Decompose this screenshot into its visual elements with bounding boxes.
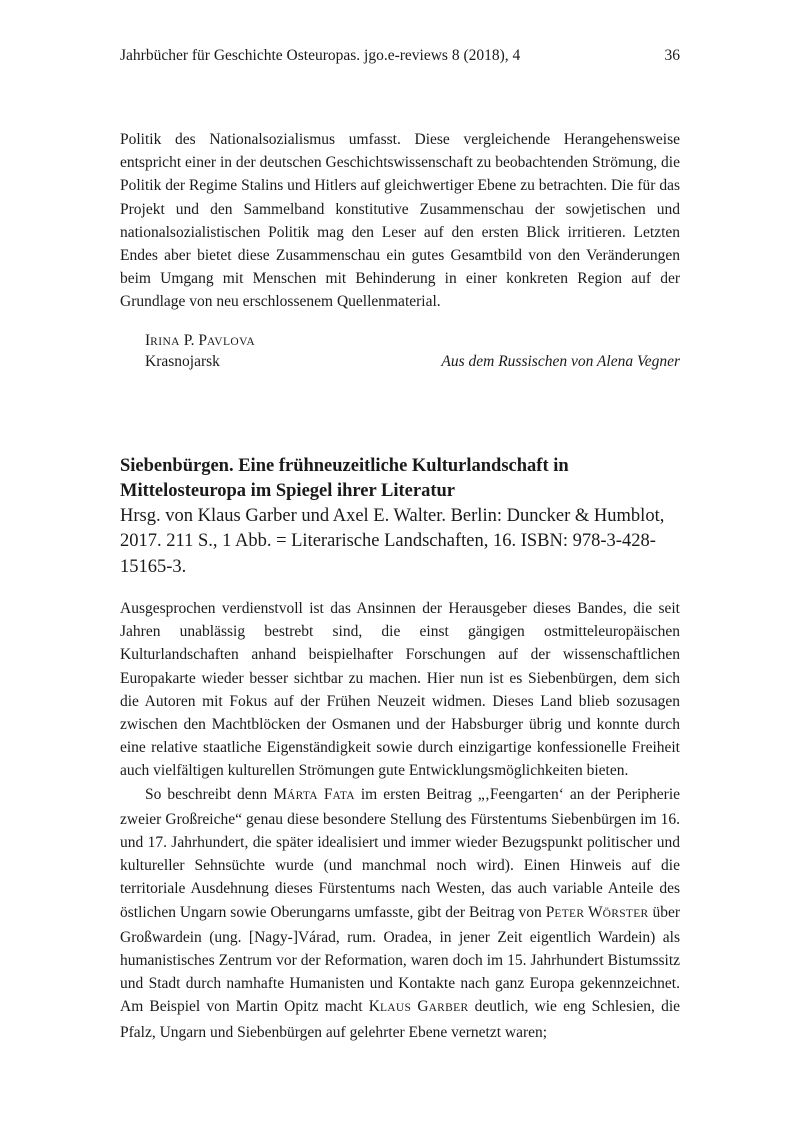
- reviewer-name-initial: I: [145, 332, 151, 349]
- reviewer-city: Krasnojarsk: [145, 353, 220, 370]
- review-title: Siebenbürgen. Eine frühneuzeitliche Kulturlandschaft in Mittelosteuropa im Spiegel ihrer Literatur: [120, 456, 569, 501]
- author-name: G: [417, 998, 429, 1016]
- journal-citation: Jahrbücher für Geschichte Osteuropas. jgo.e-reviews 8 (2018), 4: [120, 47, 521, 64]
- author-name-smallcaps: LAUS: [379, 1002, 412, 1015]
- body-text: über Großwardein (ung. [Nagy-]Várad, rum. Oradea, in jener Zeit eigentlich Wardein) als humanistisches Zentrum vor der Reformation, waren doch im 15. Jahrhundert Bistumssitz und Stadt durch namhafte Humanisten und Kontakte nach ganz Europa gekennzeichnet. Am Beispiel von Martin Opitz macht: [120, 903, 680, 1016]
- author-name-smallcaps: ETER: [554, 907, 585, 920]
- translator-note: Aus dem Russischen von Alena Vegner: [441, 353, 680, 370]
- author-name-smallcaps: ÖRSTER: [602, 907, 649, 920]
- body-text: deutlich, wie eng Schlesien, die Pfalz, Ungarn und Siebenbürgen auf gelehrter Ebene vernetzt waren;: [120, 998, 681, 1041]
- body-paragraph-2: [120, 783, 680, 1044]
- review-body: [120, 597, 680, 1044]
- reviewer-name-smallcaps: RINA: [150, 336, 180, 348]
- body-text: So beschreibt denn: [145, 785, 274, 803]
- author-name-smallcaps: ÁRTA: [286, 789, 318, 802]
- author-name: F: [323, 785, 333, 803]
- body-paragraph-1: Ausgesprochen verdienstvoll ist das Ansinnen der Herausgeber dieses Bandes, die seit Jahren unablässig bestrebt sind, die einst gängigen ostmitteleuropäischen Kulturlandschaften anhand beispielhafter Forschungen auf der wissenschaftlichen Europakarte wieder besser sichtbar zu machen. Hier nun ist es Siebenbürgen, dem sich die Autoren mit Fokus auf der Frühen Neuzeit widmen. Dieses Land blieb sozusagen zwischen den Machtblöcken der Osmanen und der Habsburger übrig und konnte durch eine relative staatliche Eigenständigkeit sowie durch einzigartige konfessionelle Freiheit auch vielfältigen kulturellen Strömungen gute Entwicklungsmöglichkeiten bieten.: [120, 600, 680, 780]
- intro-paragraph: Politik des Nationalsozialismus umfasst. Diese vergleichende Herangehensweise entspricht einer in der deutschen Geschichtswissenschaft zu beobachtenden Strömung, die Politik der Regime Stalins und Hitlers auf gleichwertiger Ebene zu betrachten. Die für das Projekt und den Sammelband konstitutive Zusammenschau der sowjetischen und nationalsozialistischen Politik mag den Leser auf den ersten Blick irritieren. Letzten Endes aber bietet diese Zusammenschau ein gutes Gesamtbild von den Veränderungen beim Umgang mit Menschen mit Behinderung in einer konkreten Region auf der Grundlage von neu erschlossenem Quellenmaterial.: [120, 131, 680, 311]
- author-name: P: [545, 903, 555, 921]
- reviewer-middle-initial: P.: [179, 332, 199, 349]
- author-name: W: [587, 903, 603, 921]
- body-text: im ersten Beitrag „‚Feengarten‘ an der Peripherie zweier Großreiche“ genau diese besondere Stellung des Fürstentums Siebenbürgen im 16. und 17. Jahrhundert, die später idealisiert und immer wieder Bezugspunkt politischer und kultureller Sehnsüchte wurde (und manchmal noch wird). Einen Hinweis auf die territoriale Ausdehnung dieses Fürstentums nach Westen, das auch variable Anteile des östlichen Ungarn sowie Oberungarns umfasste, gibt der Beitrag von: [120, 785, 680, 921]
- author-name-smallcaps: ATA: [332, 789, 355, 802]
- running-header: [120, 47, 680, 69]
- intro-paragraph-block: [120, 128, 680, 314]
- author-name: M: [273, 785, 287, 803]
- reviewer-name: [145, 332, 255, 350]
- reviewer-surname-initial: P: [198, 332, 208, 349]
- review-bibliography: Hrsg. von Klaus Garber und Axel E. Walter. Berlin: Duncker & Humblot, 2017. 211 S., 1 Abb. = Literarische Landschaften, 16. ISBN: 978-3-428-15165-3.: [120, 506, 665, 577]
- page-number: 36: [664, 47, 680, 64]
- author-name: K: [368, 998, 380, 1016]
- reviewer-surname-smallcaps: AVLOVA: [207, 336, 256, 348]
- author-name-smallcaps: ARBER: [428, 1002, 469, 1015]
